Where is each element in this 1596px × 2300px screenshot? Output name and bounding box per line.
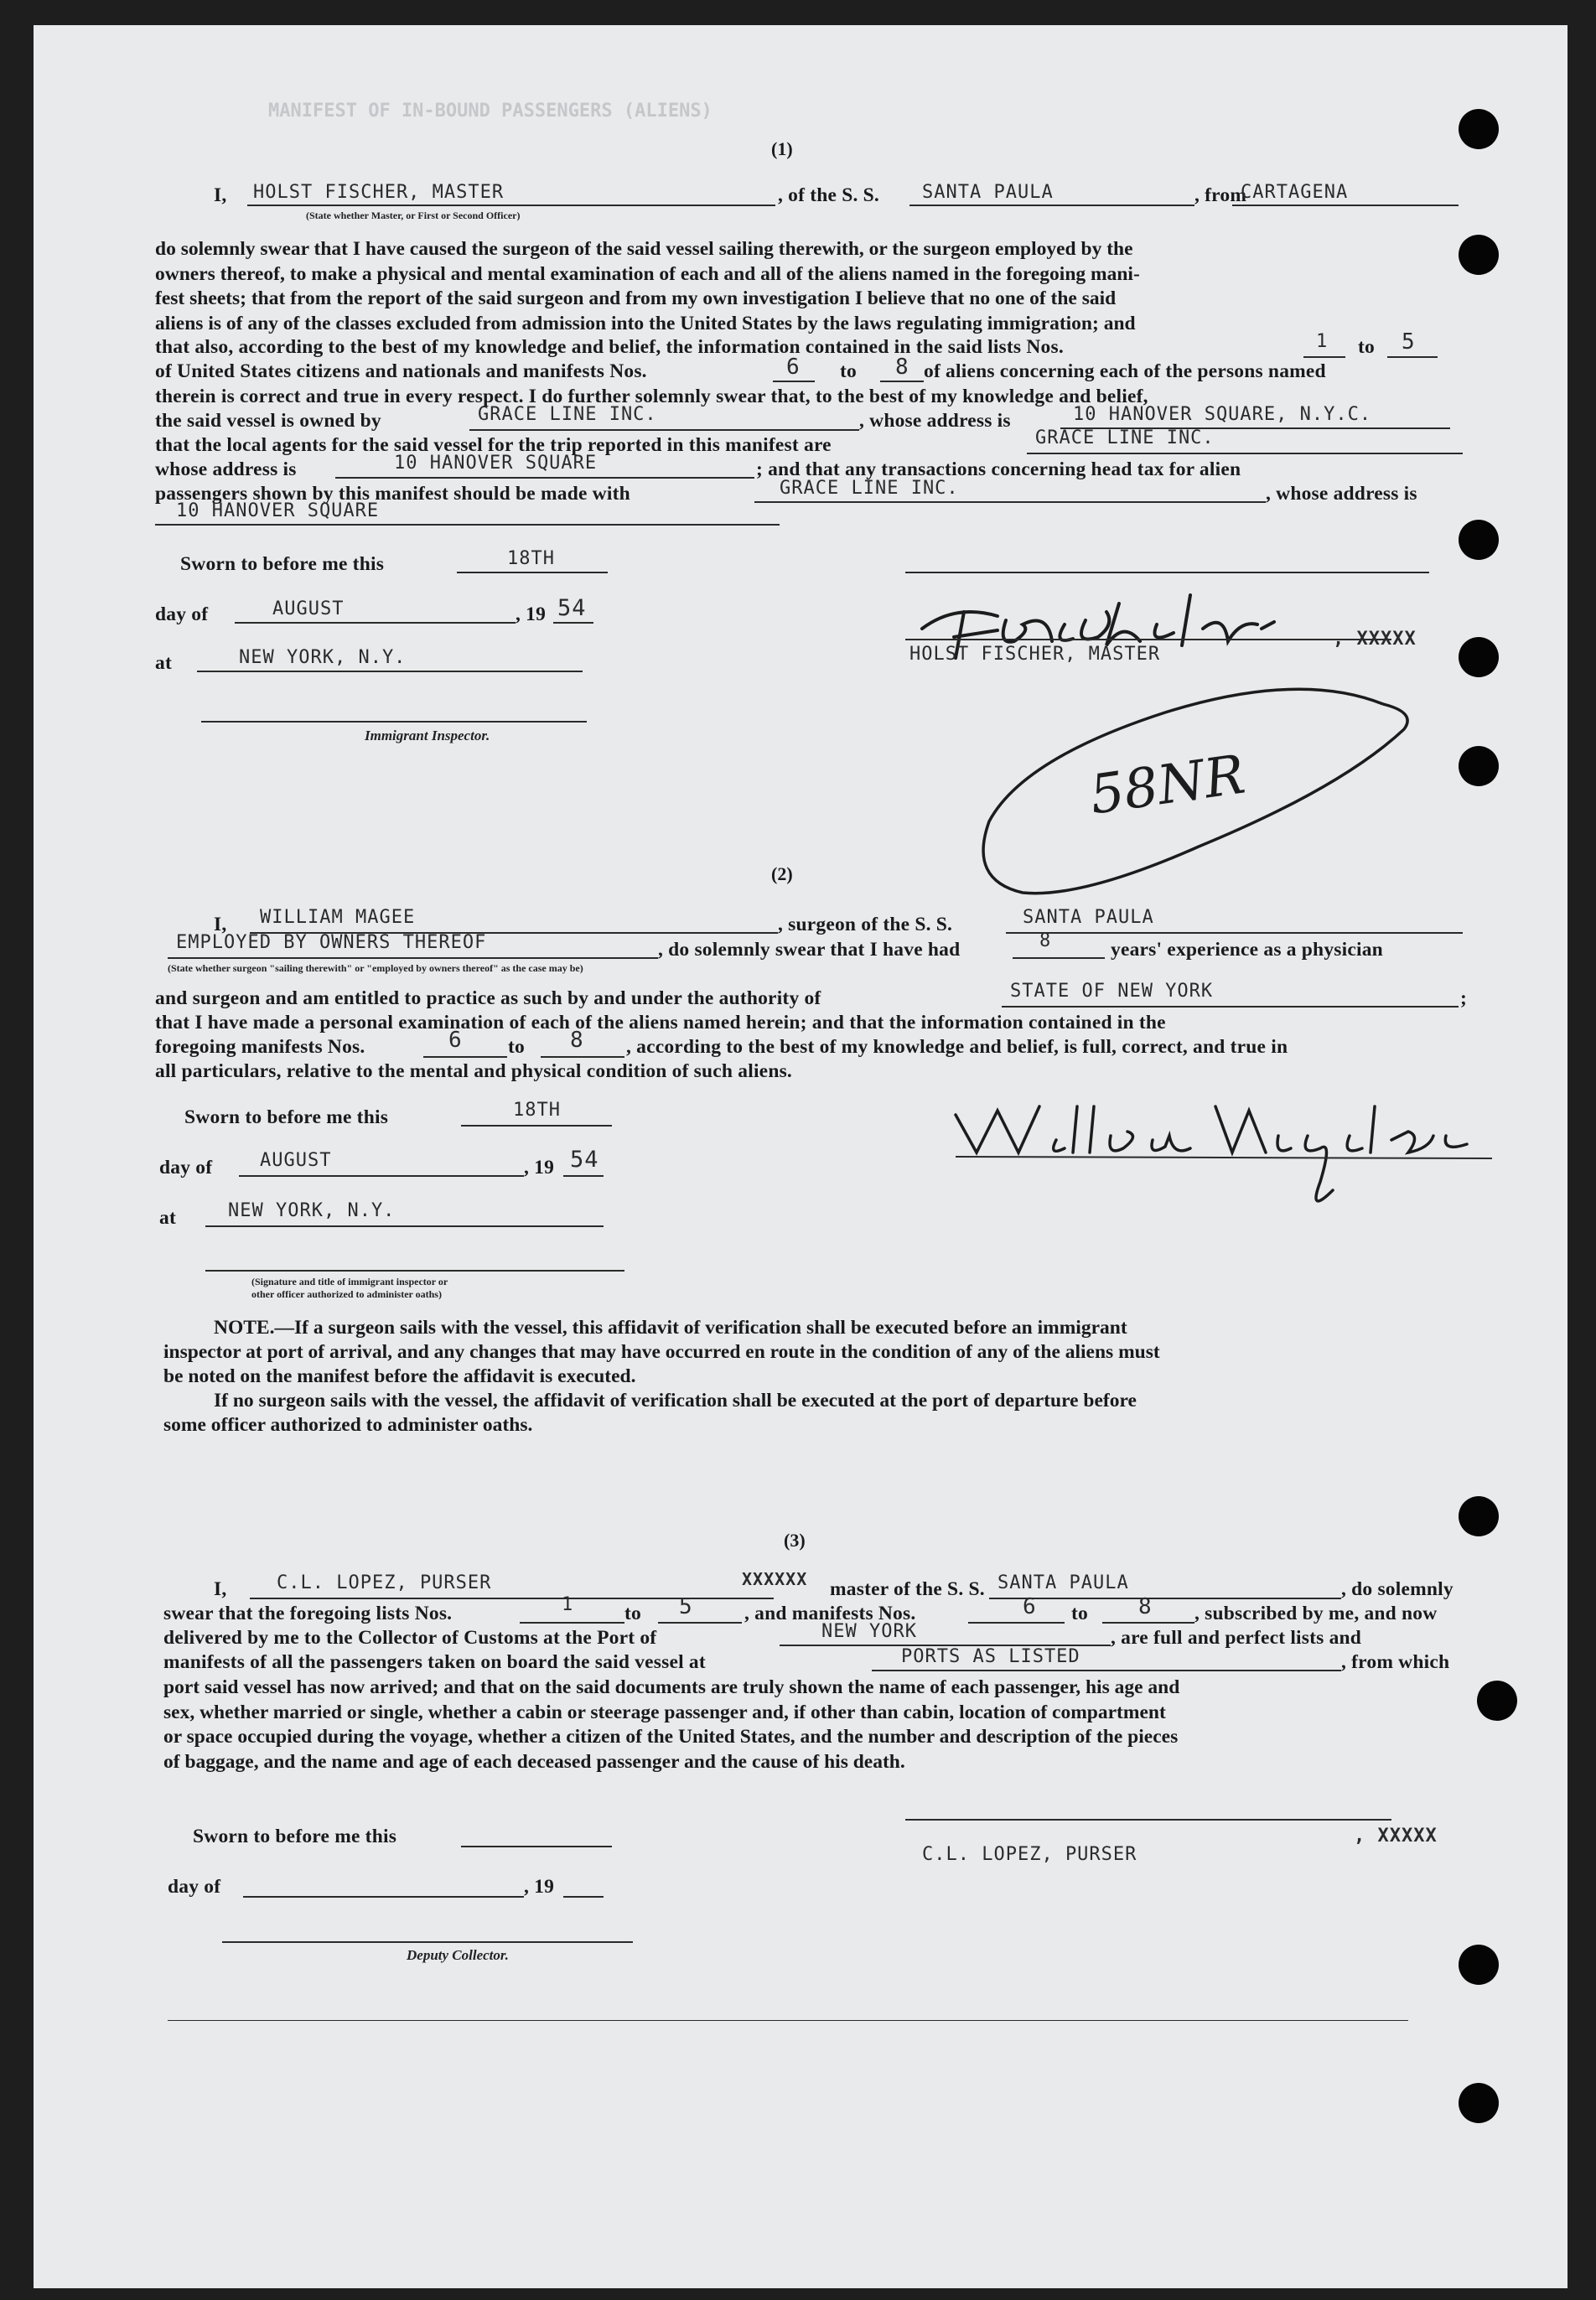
s1-agents-line [1027,453,1463,454]
s2-vessel: SANTA PAULA [1023,907,1154,928]
s2-line5b: , according to the best of my knowledge and belief, is full, correct, and true in [626,1036,1288,1058]
s1-line8b: , whose address is [859,410,1011,432]
s1-master-name: HOLST FISCHER, MASTER [253,182,505,203]
s3-manifests-from: 6 [1023,1594,1037,1619]
s2-to: to [508,1036,525,1058]
s2-day-of: day of [159,1157,213,1178]
s1-line11b: , whose address is [1266,483,1417,505]
s3-line2b: , and manifests Nos. [744,1603,916,1624]
s2-manifests-to-line [541,1056,624,1058]
s1-lists-from-line [1303,356,1345,358]
s1-from: , from [1194,184,1247,206]
s2-authority: STATE OF NEW YORK [1010,981,1214,1002]
s3-swear: , do solemnly [1341,1578,1454,1600]
s1-inspector-line [201,721,587,723]
s2-semicolon: ; [1460,987,1468,1009]
s1-inspector-label: Immigrant Inspector. [365,728,490,743]
s3-line2c: , subscribed by me, and now [1194,1603,1438,1624]
s3-line4a: manifests of all the passengers taken on board the said vessel at [163,1651,706,1673]
s3-vessel: SANTA PAULA [998,1572,1129,1593]
punch-hole-icon [1459,520,1499,560]
s1-headtax-address-line [155,524,780,526]
s3-manifests-to: 8 [1138,1594,1153,1619]
s2-years: 8 [1039,930,1052,951]
punch-hole-icon [1459,637,1499,677]
s1-owner: GRACE LINE INC. [478,404,657,425]
s2-authority-line [1002,1006,1459,1008]
s1-line7: therein is correct and true in every respect. I do further solemnly swear that, to the best of my knowledge and belief, [155,386,1148,407]
s2-employment: EMPLOYED BY OWNERS THEREOF [176,932,487,953]
s1-to: to [1358,336,1375,358]
s1-vessel-line [909,205,1194,206]
s3-body-line: or space occupied during the voyage, whether a citizen of the United States, and the number and description of the pieces [163,1726,1179,1748]
s2-sig-caption-1: (Signature and title of immigrant inspector or [251,1276,448,1287]
punch-hole-icon [1459,1496,1499,1536]
s1-sworn-place: NEW YORK, N.Y. [239,647,407,668]
s1-sworn-year: 54 [557,595,587,621]
s1-signer-typed: HOLST FISCHER, MASTER [909,644,1161,665]
s3-collector-line [222,1941,633,1943]
s1-vessel: SANTA PAULA [922,182,1054,203]
s1-at: at [155,652,172,674]
s3-line2a: swear that the foregoing lists Nos. [163,1603,453,1624]
s3-lists-from: 1 [562,1594,574,1615]
s2-years-line [1013,957,1105,959]
s1-sworn-month-line [235,622,516,624]
s1-line11a: passengers shown by this manifest should be made with [155,483,630,505]
s1-agents-address: 10 HANOVER SQUARE [394,453,598,474]
s1-sworn-place-line [197,671,583,672]
s3-struck: XXXXXX [742,1569,808,1589]
s1-line6b: of aliens concerning each of the persons named [924,360,1326,382]
s3-i: I, [214,1578,227,1600]
s1-sworn-year-line [553,622,593,624]
s3-signature-line [905,1819,1391,1821]
s2-note-line-3: be noted on the manifest before the affidavit is executed. [163,1365,636,1387]
s2-officer-line [205,1270,624,1272]
s1-sworn-day-line [457,572,608,573]
punch-hole-icon [1477,1681,1517,1721]
s1-manifests-from: 6 [786,355,801,380]
s3-body-line: sex, whether married or single, whether a cabin or steerage passenger and, if other than cabin, location of compartment [163,1701,1166,1723]
s1-master-caption: (State whether Master, or First or Second Officer) [306,210,521,221]
s3-collector-label: Deputy Collector. [407,1947,509,1963]
s2-employment-caption: (State whether surgeon "sailing therewith" or "employed by owners thereof" as the case may be) [168,962,583,974]
s1-signature-line [905,639,1391,640]
section-1-number: (1) [771,138,793,159]
s3-line3a: delivered by me to the Collector of Customs at the Port of [163,1627,657,1649]
s3-to2: to [1071,1603,1088,1624]
s1-lists-to-line [1387,356,1438,358]
s2-note-line-4: If no surgeon sails with the vessel, the affidavit of verification shall be executed at the port of departure before [214,1390,1137,1412]
s3-of-ss: master of the S. S. [830,1578,985,1600]
s1-agents: GRACE LINE INC. [1035,427,1215,448]
punch-hole-icon [1459,235,1499,275]
stamp-text: 58NR [1086,743,1249,827]
s1-headtax-party: GRACE LINE INC. [780,478,959,499]
s1-line8a: the said vessel is owned by [155,410,381,432]
punch-hole-icon [1459,746,1499,786]
s3-line4b: , from which [1341,1651,1450,1673]
s1-oath-line: aliens is of any of the classes excluded from admission into the United States by the laws regulating immigration; and [155,312,1136,334]
section-3-number: (3) [784,1530,806,1551]
s1-oath-line: do solemnly swear that I have caused the surgeon of the said vessel sailing therewith, or the surgeon employed by the [155,238,1133,260]
s1-from-line [1232,205,1459,206]
s2-sworn-month-line [239,1175,524,1177]
s2-year-prefix: , 19 [524,1157,555,1178]
s2-line3: and surgeon and am entitled to practice as such by and under the authority of [155,987,821,1009]
s1-line10b: ; and that any transactions concerning head tax for alien [756,458,1241,480]
s3-ports-taken-line [872,1670,1341,1671]
s3-signer-suffix: , XXXXX [1354,1826,1438,1847]
s3-year-prefix: , 19 [524,1876,555,1898]
s3-body-line: of baggage, and the name and age of each deceased passenger and the cause of his death. [163,1750,905,1773]
s2-surgeon-name: WILLIAM MAGEE [260,907,416,928]
s3-sworn-day-line [461,1846,612,1847]
s1-lists-to: 5 [1402,329,1416,355]
s1-blank-line [905,572,1429,573]
s1-sworn: Sworn to before me this [180,553,385,575]
s3-ports-taken: PORTS AS LISTED [901,1646,1080,1667]
s1-owner-address: 10 HANOVER SQUARE, N.Y.C. [1073,404,1372,425]
punch-hole-icon [1459,109,1499,149]
s1-line10a: whose address is [155,458,297,480]
s1-oath-line: owners thereof, to make a physical and mental examination of each and all of the aliens named in the foregoing mani- [155,262,1140,285]
s2-sworn-year-line [563,1175,604,1177]
s2-manifests-from: 6 [448,1028,463,1053]
s3-to: to [624,1603,641,1624]
s1-i: I, [214,184,227,206]
bottom-rule [168,2020,1408,2021]
manifest-page [34,25,1568,2288]
s2-at: at [159,1207,176,1229]
s1-of-ss: , of the S. S. [778,184,879,206]
s3-lists-to-line [658,1622,742,1624]
s3-sworn: Sworn to before me this [193,1826,397,1847]
s1-oath-para [155,237,1140,336]
s3-manifests-to-line [1102,1622,1194,1624]
s1-manifests-to: 8 [895,355,909,380]
s1-owner-line [469,429,859,431]
s3-line3b: , are full and perfect lists and [1111,1627,1362,1649]
s1-line9: that the local agents for the said vessel for the trip reported in this manifest are [155,434,832,456]
s3-vessel-line [989,1598,1341,1599]
s2-sworn-year: 54 [570,1147,599,1173]
s1-manifests-from-line [773,381,815,382]
s1-sworn-month: AUGUST [272,598,345,619]
s3-purser-name: C.L. LOPEZ, PURSER [277,1572,492,1593]
s2-note-line-1: NOTE.—If a surgeon sails with the vessel, this affidavit of verification shall be executed before an immigrant [214,1317,1127,1339]
s3-year-line [563,1896,604,1898]
s2-sworn-place-line [205,1225,604,1227]
s2-swear-a: , do solemnly swear that I have had [658,939,961,961]
s1-agents-address-line [335,477,754,479]
s1-master-line [247,205,775,206]
s1-year-prefix: , 19 [516,603,547,625]
s3-port: NEW YORK [821,1621,917,1642]
s3-body-line: port said vessel has now arrived; and that on the said documents are truly shown the name of each passenger, his age and [163,1676,1180,1698]
s2-manifests-to: 8 [570,1028,584,1053]
section-2-number: (2) [771,863,793,884]
s2-swear-b: years' experience as a physician [1111,939,1383,961]
s1-oath-line: fest sheets; that from the report of the said surgeon and from my own investigation I believe that no one of the said [155,288,1117,309]
s2-line5a: foregoing manifests Nos. [155,1036,365,1058]
s1-sworn-day: 18TH [507,548,555,569]
s3-signer-typed: C.L. LOPEZ, PURSER [922,1844,1137,1865]
s1-headtax-line [754,501,1266,503]
s2-note-line-2: inspector at port of arrival, and any changes that may have occurred en route in the condition of any of the aliens must [163,1341,1160,1363]
ghost-header: MANIFEST OF IN-BOUND PASSENGERS (ALIENS) [268,101,712,122]
s2-i: I, [214,914,227,935]
s1-headtax-address: 10 HANOVER SQUARE [176,500,380,521]
s3-lists-from-line [520,1622,624,1624]
s2-sworn-day: 18TH [513,1100,561,1121]
s1-lists-from: 1 [1316,331,1329,352]
s2-sig-caption-2: other officer authorized to administer oaths) [251,1288,442,1300]
s2-vessel-line [1006,932,1463,934]
s2-note-line-5: some officer authorized to administer oaths. [163,1414,533,1436]
s3-purser-line [250,1598,774,1599]
s1-line6a: of United States citizens and nationals and manifests Nos. [155,360,647,382]
s2-sworn-month: AUGUST [260,1150,332,1171]
s2-line6: all particulars, relative to the mental and physical condition of such aliens. [155,1060,793,1082]
punch-hole-icon [1459,2083,1499,2123]
s1-signer-suffix: , XXXXX [1333,629,1417,650]
s3-month-line [243,1896,524,1898]
punch-hole-icon [1459,1945,1499,1985]
s2-manifests-from-line [423,1056,507,1058]
s3-day-of: day of [168,1876,221,1898]
s1-day-of: day of [155,603,209,625]
surgeon-signature [939,1090,1526,1232]
s2-line4: that I have made a personal examination of each of the aliens named herein; and that the information contained in the [155,1012,1166,1033]
s1-line5: that also, according to the best of my knowledge and belief, the information contained in the said lists Nos. [155,336,1064,358]
s2-surgeon-of: , surgeon of the S. S. [778,914,953,935]
s2-sworn: Sworn to before me this [184,1106,389,1128]
s3-manifests-from-line [968,1622,1065,1624]
s1-to2: to [840,360,857,382]
s2-sworn-day-line [461,1125,612,1127]
s1-manifests-to-line [880,381,924,382]
s3-lists-to: 5 [679,1594,693,1619]
s2-employment-line [168,957,658,959]
s1-from-port: CARTAGENA [1241,182,1349,203]
s3-body-para [163,1676,1179,1774]
s2-sworn-place: NEW YORK, N.Y. [228,1200,396,1221]
